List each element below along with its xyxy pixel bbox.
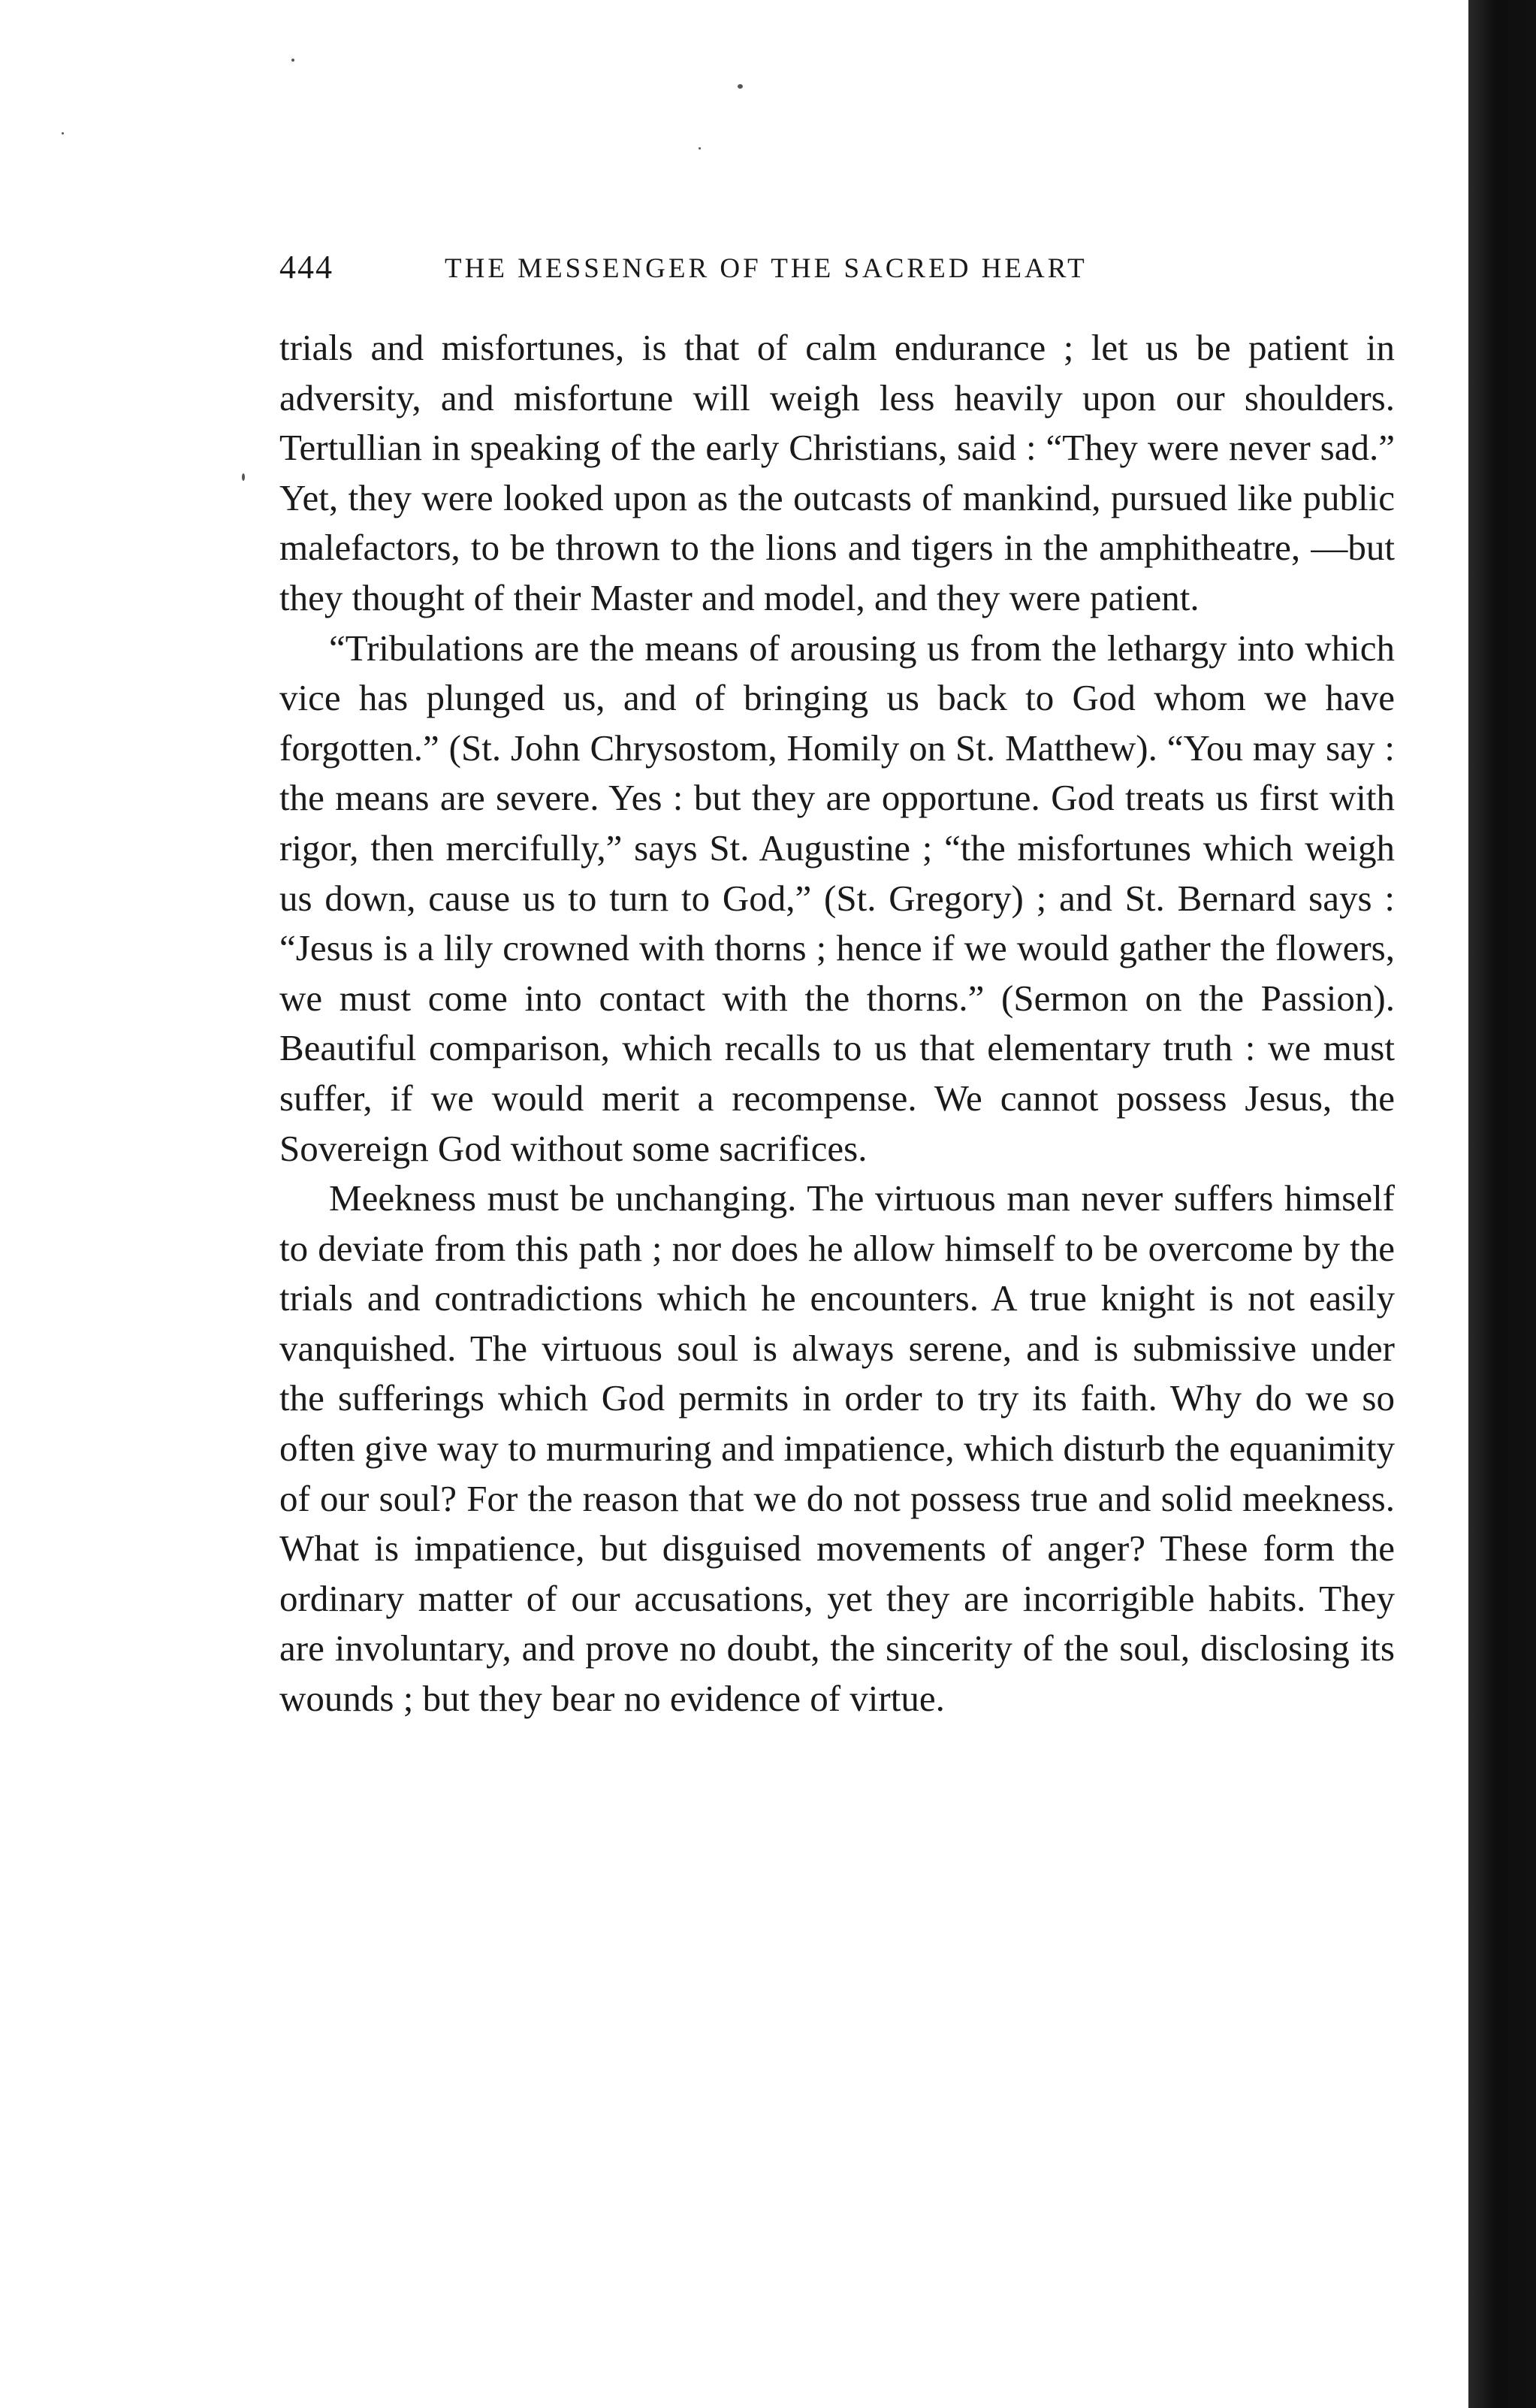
paragraph: trials and misfortunes, is that of calm endurance ; let us be patient in adversity, and misfortune will weigh less heavily upon our shoulders. Tertullian in speaking of the early Christians, said : “They were never sad.” Yet, they were looked upon as the outcasts of mankind, pursued like public malefactors, to be thrown to the lions and tigers in the amphitheatre, —but they thought of their Master and model, and they were patient. xyxy=(279,327,1395,618)
scan-speck xyxy=(242,473,245,481)
paragraph: Meekness must be unchanging. The virtuous man never suffers himself to deviate from this path ; nor does he allow himself to be overcome by the trials and contradictions which he encounters. A true knight is not easily vanquished. The virtuous soul is always serene, and is submissive under the sufferings which God permits in order to try its faith. Why do we so often give way to murmuring and impatience, which disturb the equanimity of our soul? For the reason that we do not possess true and solid meekness. What is impatience, but disguised movements of anger? These form the ordinary matter of our accusations, yet they are incorrigible habits. They are involuntary, and prove no doubt, the sincerity of the soul, disclosing its wounds ; but they bear no evidence of virtue. xyxy=(279,1177,1395,1720)
scan-speck xyxy=(699,147,701,150)
body-text xyxy=(279,323,1395,1724)
paragraph: “Tribulations are the means of arousing us from the lethargy into which vice has plunged us, and of bringing us back to God whom we have forgotten.” (St. John Chrysostom, Homily on St. Matthew). “You may say : the means are severe. Yes : but they are opportune. God treats us first with rigor, then mercifully,” says St. Augustine ; “the misfortunes which weigh us down, cause us to turn to God,” (St. Gregory) ; and St. Bernard says : “Jesus is a lily crowned with thorns ; hence if we would gather the flowers, we must come into contact with the thorns.” (Sermon on the Passion). Beautiful comparison, which recalls to us that elementary truth : we must suffer, if we would merit a recompense. We cannot possess Jesus, the Sovereign God without some sacrifices. xyxy=(279,627,1395,1169)
scan-speck xyxy=(738,84,743,89)
page-header xyxy=(279,248,1256,293)
page-number: 444 xyxy=(279,249,333,286)
scan-speck xyxy=(291,59,294,62)
binding-shadow xyxy=(1468,0,1536,2408)
scan-speck xyxy=(62,132,64,134)
running-head: THE MESSENGER OF THE SACRED HEART xyxy=(445,253,1088,284)
